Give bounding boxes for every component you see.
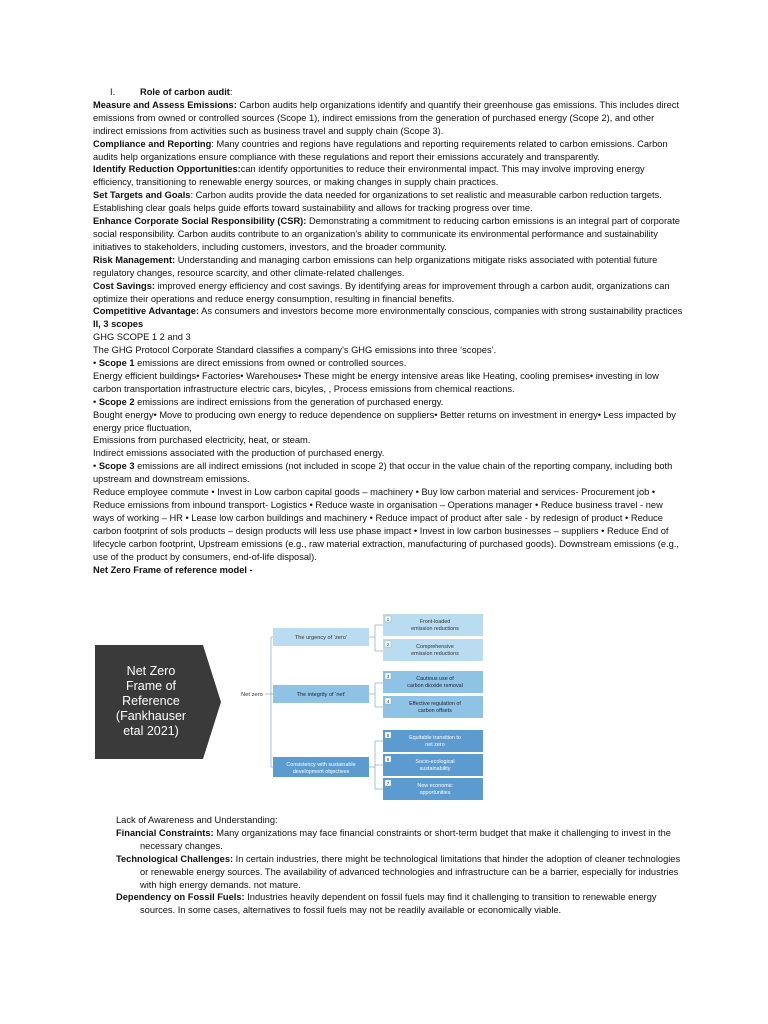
section-number: I.	[110, 87, 116, 97]
section-heading-role-of-carbon-audit: I. Role of carbon audit:	[110, 87, 233, 97]
item-5-line-2: net zero	[425, 742, 445, 748]
item-compliance-reporting: Compliance and Reporting: Many countries and regions have regulations and reporting requirements related to carbon emissions. Carbon audits help organizations ensure compliance with these regulations and report their emissions accurately and transparently.	[93, 138, 668, 162]
item-cost-savings: Cost Savings: improved energy efficiency and cost savings. By identifying areas for improvement through a carbon audit, organizations can optimize their operations and reduce energy consumption, resulting in financial benefits.	[93, 280, 670, 304]
item-6-line-2: sustainability	[419, 766, 451, 772]
item-7-line-1: New economic	[417, 783, 453, 789]
item-2-line-1: Comprehensive	[416, 644, 454, 650]
root-label: Net zero	[241, 692, 263, 698]
item-4-line-1: Effective regulation of	[409, 701, 461, 707]
group-consistency-line-1: Consistency with sustainable	[286, 762, 356, 768]
item-4-num: 4	[386, 700, 390, 705]
item-competitive-advantage: Competitive Advantage: As consumers and investors become more environmentally conscious, companies with strong sustainability practices	[93, 306, 683, 317]
group-integrity-label: The integrity of ‘net’	[296, 692, 346, 698]
section-title: Role of carbon audit	[140, 87, 230, 97]
barrier-technological: Technological Challenges: In certain industries, there might be technological limitations that hinder the adoption of cleaner technologies or renewable energy sources. The availability of advanced technologies and infrastructure can be a barrier, especially for industries with high energy demands. not mature.	[116, 853, 681, 890]
barrier-fossil-fuels: Dependency on Fossil Fuels: Industries heavily dependent on fossil fuels may find it challenging to transition to renewable energy sources. In some cases, alternatives to fossil fuels may not be readily available or economically viable.	[116, 892, 657, 916]
net-zero-frame-figure	[93, 611, 485, 801]
badge-line-1: Net Zero	[126, 664, 176, 678]
scope1-line: • Scope 1 emissions are direct emissions from owned or controlled sources.	[93, 358, 407, 369]
section-heading-3-scopes: II, 3 scopes	[93, 319, 144, 330]
item-7-num: 7	[386, 782, 390, 787]
scope3-detail: Reduce employee commute • Invest in Low carbon capital goods – machinery • Buy low carbon material and services- Procurement job • Reduce emissions from inbound transport- Logistics • Reduce waste in organisation – Operations manager • Reduce business travel - new ways of working – HR • Lease low carbon buildings and machinery • Reduce impact of product after sale - by redesign of product • Reduce carbon footprint of sols products – design products will less use phase impact • Invest in low carbon businesses – suppliers • Reduce End of lifecycle carbon footprint, Upstream emissions (e.g., raw material extraction, manufacturing of purchased goods). Downstream emissions (e.g., use of the product by consumers, end-of-life disposal).	[93, 487, 679, 562]
item-measure-assess: Measure and Assess Emissions: Carbon audits help organizations identify and quantify their greenhouse gas emissions. This includes direct emissions from owned or controlled sources (Scope 1), indirect emissions from the generation of purchased energy (Scope 2), and other indirect emissions from activities such as business travel and supply chain (Scope 3).	[93, 99, 680, 136]
badge-line-5: etal 2021)	[123, 724, 179, 738]
item-7-box	[383, 778, 483, 800]
scope2-detail-3: Indirect emissions associated with the production of purchased energy.	[93, 448, 385, 459]
ghg-scope-line: GHG SCOPE 1 2 and 3	[93, 332, 191, 343]
ghg-protocol-line: The GHG Protocol Corporate Standard classifies a company's GHG emissions into three ‘scopes’.	[93, 345, 497, 356]
item-5-box	[383, 730, 483, 752]
item-6-box	[383, 754, 483, 776]
item-2-box	[383, 639, 483, 661]
barrier-financial: Financial Constraints: Many organizations may face financial constraints or short-term budget that make it challenging to invest in the necessary changes.	[116, 827, 671, 851]
net-zero-diagram	[93, 611, 485, 801]
item-4-line-2: carbon offsets	[418, 708, 452, 714]
badge-line-3: Reference	[122, 694, 180, 708]
item-3-num: 3	[386, 675, 390, 680]
item-1-num: 1	[386, 618, 390, 623]
item-identify-reduction: Identify Reduction Opportunities:can identify opportunities to reduce their environmental impact. This may involve improving energy efficiency, transitioning to renewable energy sources, or making changes in supply chain practices.	[93, 164, 645, 188]
badge-line-2: Frame of	[125, 679, 177, 693]
barriers-section	[116, 814, 686, 917]
scope3-line: • Scope 3 emissions are all indirect emissions (not included in scope 2) that occur in the value chain of the reporting company, including both upstream and downstream emissions.	[93, 461, 673, 485]
item-1-box	[383, 614, 483, 636]
item-2-line-2: emission reductions	[411, 651, 459, 657]
item-5-line-1: Equitable transition to	[409, 735, 461, 741]
item-6-num: 6	[386, 758, 390, 763]
scope2-detail-1: Bought energy• Move to producing own energy to reduce dependence on suppliers• Better returns on investment in energy• Less impacted by energy price fluctuation,	[93, 409, 676, 433]
item-4-box	[383, 696, 483, 718]
netzero-heading: Net Zero Frame of reference model -	[93, 564, 253, 575]
scope2-detail-2: Emissions from purchased electricity, heat, or steam.	[93, 435, 311, 446]
document-body	[93, 86, 683, 576]
item-3-box	[383, 671, 483, 693]
item-1-line-1: Front-loaded	[419, 619, 451, 625]
barrier-intro: Lack of Awareness and Understanding:	[116, 815, 278, 825]
badge-line-4: (Fankhauser	[115, 709, 187, 723]
item-enhance-csr: Enhance Corporate Social Responsibility (CSR): Demonstrating a commitment to reducing carbon emissions is an integral part of corporate social responsibility. Carbon audits contribute to an organization's ability to communicate its environmental performance and sustainability initiatives to stakeholders, including customers, investors, and the broader community.	[93, 216, 680, 252]
item-set-targets: Set Targets and Goals: Carbon audits provide the data needed for organizations to set realistic and measurable carbon reduction targets. Establishing clear goals helps guide efforts toward sustainability and allows for tracking progress over time.	[93, 190, 662, 214]
item-2-num: 2	[386, 643, 390, 648]
item-7-line-2: opportunities	[419, 790, 451, 796]
group-urgency-label: The urgency of ‘zero’	[294, 635, 348, 641]
item-6-line-1: Socio-ecological	[415, 759, 455, 765]
scope1-detail: Energy efficient buildings• Factories• Warehouses• These might be energy intensive areas like Heating, cooling premises• investing in low carbon transportation infrastructure electric cars, bicyles, , Process emissions from chemical reactions.	[93, 370, 659, 394]
scope2-line: • Scope 2 emissions are indirect emissions from the generation of purchased energy.	[93, 396, 444, 407]
item-3-line-2: carbon dioxide removal	[407, 683, 463, 689]
group-consistency-line-2: development objectives	[292, 769, 350, 775]
item-risk-management: Risk Management: Understanding and managing carbon emissions can help organizations mitigate risks associated with potential future regulatory changes, resource scarcity, and other climate-related challenges.	[93, 254, 658, 278]
item-3-line-1: Cautious use of	[416, 676, 454, 682]
item-1-line-2: emission reductions	[411, 626, 459, 632]
item-5-num: 5	[386, 734, 390, 739]
